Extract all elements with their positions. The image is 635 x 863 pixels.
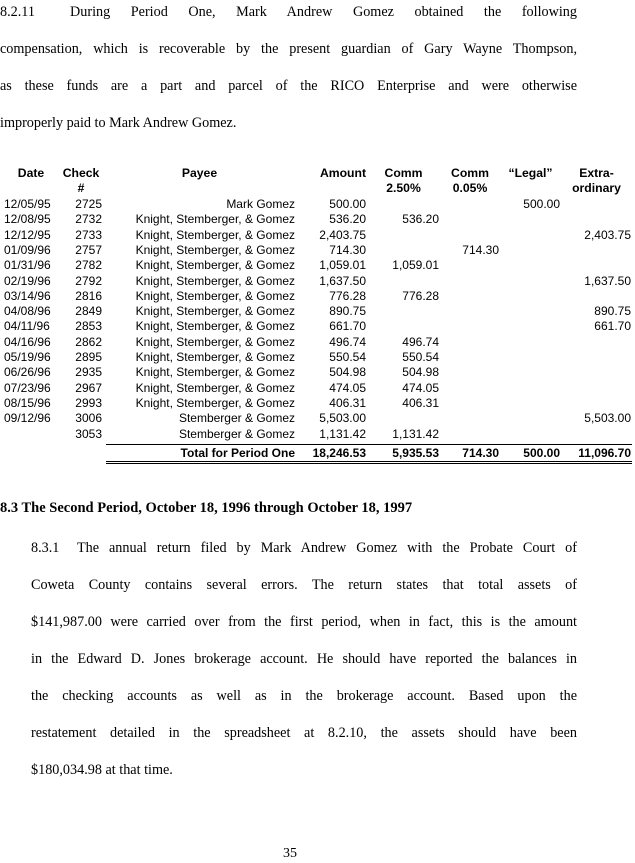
cell-date: 05/19/96 <box>4 350 51 364</box>
table-row <box>0 350 635 365</box>
cell-amount: 2,403.75 <box>319 227 366 242</box>
cell-payee: Knight, Stemberger, & Gomez <box>135 365 295 380</box>
cell-amount: 661.70 <box>329 319 366 334</box>
cell-amount: 1,637.50 <box>319 273 366 288</box>
paragraph-8-3-1 <box>31 538 577 797</box>
page-number: 35 <box>283 846 297 861</box>
cell-payee: Knight, Stemberger, & Gomez <box>135 395 295 410</box>
cell-check: 2935 <box>75 365 102 380</box>
header-comm-2-50: Comm 2.50% <box>384 166 423 195</box>
table-row <box>0 335 635 350</box>
cell-comm-2-50: 1,131.42 <box>392 426 439 441</box>
cell-extraordinary: 2,403.75 <box>584 227 631 242</box>
table-row <box>0 243 635 258</box>
cell-extraordinary: 5,503.00 <box>584 411 631 426</box>
paragraph-line <box>0 2 577 39</box>
paragraph-text: The annual return filed by Mark Andrew Gomez with the Probate Court of <box>77 540 577 556</box>
paragraph-line: as these funds are a part and parcel of the RICO Enterprise and were otherwise <box>0 78 577 94</box>
table-row <box>0 411 635 426</box>
cell-amount: 890.75 <box>329 304 366 319</box>
header-payee: Payee <box>181 166 218 180</box>
paragraph-line: restatement detailed in the spreadsheet at 8.2.10, the assets should have been <box>31 725 577 741</box>
cell-date: 03/14/96 <box>4 288 51 303</box>
cell-amount: 776.28 <box>329 288 366 303</box>
cell-amount: 1,059.01 <box>319 258 366 273</box>
cell-check: 2733 <box>75 227 102 242</box>
cell-check: 2757 <box>75 242 102 257</box>
header-comm-0-05: Comm 0.05% <box>451 166 489 195</box>
cell-payee: Knight, Stemberger, & Gomez <box>135 334 295 349</box>
cell-payee: Knight, Stemberger, & Gomez <box>135 304 295 319</box>
cell-date: 02/19/96 <box>4 273 51 288</box>
cell-check: 2782 <box>75 258 102 273</box>
table-row <box>0 319 635 334</box>
cell-check: 2732 <box>75 212 102 227</box>
cell-payee: Knight, Stemberger, & Gomez <box>135 380 295 395</box>
cell-extraordinary: 1,637.50 <box>584 273 631 288</box>
cell-payee: Knight, Stemberger, & Gomez <box>135 350 295 364</box>
cell-payee: Knight, Stemberger, & Gomez <box>135 288 295 303</box>
cell-check: 3006 <box>75 411 102 426</box>
cell-comm-2-50: 474.05 <box>402 380 439 395</box>
table-row <box>0 289 635 304</box>
cell-date: 04/16/96 <box>4 334 51 349</box>
table-row <box>0 212 635 227</box>
paragraph-line: in the Edward D. Jones brokerage account. He should have reported the balances in <box>31 651 577 667</box>
cell-payee: Knight, Stemberger, & Gomez <box>135 227 295 242</box>
header-amount: Amount <box>319 166 366 180</box>
cell-extraordinary: 890.75 <box>594 304 631 319</box>
header-extraordinary: Extra- ordinary <box>572 166 621 195</box>
cell-amount: 406.31 <box>329 395 366 410</box>
header-check: Check # <box>62 166 100 195</box>
cell-payee: Knight, Stemberger, & Gomez <box>135 319 295 334</box>
total-extraordinary: 11,096.70 <box>578 446 631 460</box>
total-rule-top <box>106 444 632 445</box>
cell-date: 09/12/96 <box>4 411 51 426</box>
cell-check: 2849 <box>75 304 102 319</box>
table-row <box>0 365 635 380</box>
cell-amount: 5,503.00 <box>319 411 366 426</box>
cell-comm-2-50: 550.54 <box>402 350 439 364</box>
section-heading-8-3: 8.3 The Second Period, October 18, 1996 through October 18, 1997 <box>0 500 413 516</box>
cell-comm-2-50: 776.28 <box>402 288 439 303</box>
cell-date: 01/31/96 <box>4 258 51 273</box>
cell-date: 12/12/95 <box>4 227 51 242</box>
total-comm-2-50: 5,935.53 <box>392 446 439 460</box>
total-rule-double-2 <box>106 463 632 464</box>
cell-comm-2-50: 406.31 <box>402 395 439 410</box>
cell-payee: Mark Gomez <box>226 197 295 211</box>
table-row <box>0 381 635 396</box>
paragraph-text: During Period One, Mark Andrew Gomez obtained the following <box>70 4 577 20</box>
total-comm-0-05: 714.30 <box>462 446 499 460</box>
paragraph-line: improperly paid to Mark Andrew Gomez. <box>0 115 237 131</box>
total-legal: 500.00 <box>523 446 560 460</box>
cell-date: 08/15/96 <box>4 395 51 410</box>
cell-date: 12/08/95 <box>4 212 51 227</box>
cell-date: 04/11/96 <box>4 319 50 334</box>
cell-amount: 550.54 <box>329 350 366 364</box>
cell-amount: 474.05 <box>329 380 366 395</box>
cell-check: 2895 <box>75 350 102 364</box>
cell-date: 12/05/95 <box>4 197 51 211</box>
cell-date: 01/09/96 <box>4 242 51 257</box>
cell-amount: 536.20 <box>329 212 366 227</box>
cell-amount: 504.98 <box>329 365 366 380</box>
cell-check: 3053 <box>75 426 102 441</box>
cell-date: 06/26/96 <box>4 365 51 380</box>
header-date: Date <box>17 166 45 180</box>
cell-amount: 500.00 <box>329 197 366 211</box>
cell-payee: Stemberger & Gomez <box>178 426 295 441</box>
table-row <box>0 258 635 273</box>
cell-check: 2725 <box>75 197 102 211</box>
cell-payee: Stemberger & Gomez <box>178 411 295 426</box>
total-amount: 18,246.53 <box>312 446 366 460</box>
cell-payee: Knight, Stemberger, & Gomez <box>135 212 295 227</box>
header-legal: “Legal” <box>508 166 553 180</box>
table-row <box>0 304 635 319</box>
cell-check: 2853 <box>75 319 102 334</box>
cell-check: 2993 <box>75 395 102 410</box>
table-row <box>0 228 635 243</box>
cell-date: 04/08/96 <box>4 304 51 319</box>
cell-comm-2-50: 504.98 <box>402 365 439 380</box>
total-row <box>0 446 635 462</box>
cell-check: 2792 <box>75 273 102 288</box>
cell-payee: Knight, Stemberger, & Gomez <box>135 258 295 273</box>
paragraph-line: $141,987.00 were carried over from the first period, when in fact, this is the amount <box>31 614 577 630</box>
paragraph-line: the checking accounts as well as in the brokerage account. Based upon the <box>31 688 577 704</box>
cell-legal: 500.00 <box>523 197 560 211</box>
table-row <box>0 427 635 442</box>
cell-comm-2-50: 1,059.01 <box>392 258 439 273</box>
cell-comm-2-50: 536.20 <box>402 212 439 227</box>
cell-payee: Knight, Stemberger, & Gomez <box>135 273 295 288</box>
cell-comm-2-50: 496.74 <box>402 334 439 349</box>
section-number: 8.3.1 <box>31 540 60 556</box>
total-rule-double-1 <box>106 461 632 462</box>
table-row <box>0 396 635 411</box>
cell-check: 2862 <box>75 334 102 349</box>
paragraph-line: $180,034.98 at that time. <box>31 762 173 778</box>
table-row <box>0 274 635 289</box>
paragraph-line <box>31 538 577 575</box>
cell-amount: 714.30 <box>329 242 366 257</box>
cell-check: 2967 <box>75 380 102 395</box>
section-number: 8.2.11 <box>0 4 35 20</box>
cell-payee: Knight, Stemberger, & Gomez <box>135 242 295 257</box>
cell-date: 07/23/96 <box>4 380 51 395</box>
cell-amount: 1,131.42 <box>319 426 366 441</box>
paragraph-8-2-11 <box>0 2 577 150</box>
cell-comm-0-05: 714.30 <box>462 242 499 257</box>
cell-check: 2816 <box>75 288 102 303</box>
paragraph-line: Coweta County contains several errors. The return states that total assets of <box>31 577 577 593</box>
total-label: Total for Period One <box>180 446 295 460</box>
paragraph-line: compensation, which is recoverable by the present guardian of Gary Wayne Thompson, <box>0 41 577 57</box>
cell-extraordinary: 661.70 <box>594 319 631 334</box>
cell-amount: 496.74 <box>329 334 366 349</box>
table-row <box>0 197 635 212</box>
